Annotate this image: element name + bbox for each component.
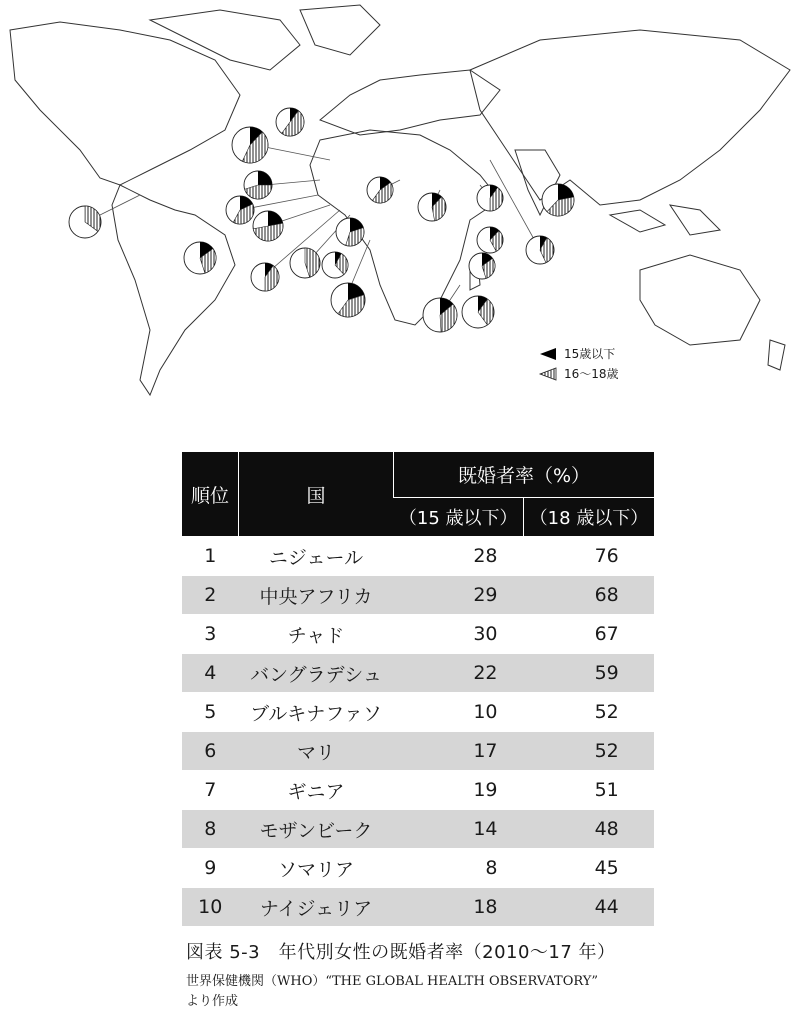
legend-label: 15歳以下 bbox=[564, 347, 616, 361]
pie-marker bbox=[336, 218, 364, 246]
header-rank: 順位 bbox=[182, 452, 239, 537]
rank-cell: 8 bbox=[182, 810, 239, 849]
source-line: 世界保健機関（WHO）“THE GLOBAL HEALTH OBSERVATORY” bbox=[186, 974, 599, 989]
under18-cell bbox=[524, 810, 655, 849]
under18-cell bbox=[524, 537, 655, 576]
pie-marker bbox=[418, 193, 446, 221]
world-map bbox=[0, 0, 800, 420]
under15-cell bbox=[394, 615, 524, 654]
under15-cell bbox=[394, 771, 524, 810]
rank-cell: 1 bbox=[182, 537, 239, 576]
pie-marker bbox=[526, 236, 554, 264]
table-row bbox=[182, 537, 654, 576]
rank-cell: 9 bbox=[182, 849, 239, 888]
country-cell: 中央アフリカ bbox=[239, 576, 394, 615]
legend-item-16-18 bbox=[538, 364, 619, 384]
country-cell: マリ bbox=[239, 732, 394, 771]
country-cell: ブルキナファソ bbox=[239, 693, 394, 732]
pie-markers bbox=[69, 108, 574, 332]
table-row bbox=[182, 810, 654, 849]
continent-outlines bbox=[10, 5, 790, 395]
pie-marker bbox=[244, 171, 272, 199]
under18-cell bbox=[524, 576, 655, 615]
under18-cell bbox=[524, 732, 655, 771]
under18-cell bbox=[524, 849, 655, 888]
pie-marker bbox=[290, 248, 320, 278]
leader-lines bbox=[90, 145, 540, 315]
under18-value: 48 bbox=[594, 818, 619, 840]
rank-cell: 6 bbox=[182, 732, 239, 771]
country-cell: チャド bbox=[239, 615, 394, 654]
marriage-rate-table bbox=[182, 452, 654, 926]
under18-cell bbox=[524, 654, 655, 693]
pie-marker bbox=[251, 263, 279, 291]
under18-value: 44 bbox=[594, 896, 619, 918]
map-legend bbox=[538, 344, 619, 384]
pie-marker bbox=[69, 206, 101, 238]
table-row bbox=[182, 771, 654, 810]
pie-marker bbox=[477, 185, 503, 211]
header-under18: （18 歳以下） bbox=[524, 498, 655, 537]
pie-marker bbox=[184, 242, 216, 274]
under15-cell bbox=[394, 576, 524, 615]
country-cell: ソマリア bbox=[239, 849, 394, 888]
under18-cell bbox=[524, 771, 655, 810]
under15-value: 14 bbox=[473, 818, 498, 840]
rank-cell: 2 bbox=[182, 576, 239, 615]
table-row bbox=[182, 888, 654, 927]
under18-cell bbox=[524, 888, 655, 927]
under15-cell bbox=[394, 537, 524, 576]
under15-cell bbox=[394, 693, 524, 732]
rank-cell: 4 bbox=[182, 654, 239, 693]
pie-marker bbox=[477, 227, 503, 253]
pie-marker bbox=[542, 184, 574, 216]
table-row bbox=[182, 849, 654, 888]
country-cell: ニジェール bbox=[239, 537, 394, 576]
table-row bbox=[182, 576, 654, 615]
under15-cell bbox=[394, 732, 524, 771]
pie-marker bbox=[367, 177, 393, 203]
pie-marker bbox=[331, 283, 365, 317]
under15-value: 17 bbox=[473, 740, 498, 762]
table-row bbox=[182, 693, 654, 732]
under18-value: 59 bbox=[594, 662, 619, 684]
under15-value: 10 bbox=[473, 701, 498, 723]
under18-cell bbox=[524, 615, 655, 654]
under18-value: 68 bbox=[594, 584, 619, 606]
under15-cell bbox=[394, 654, 524, 693]
under15-cell bbox=[394, 810, 524, 849]
rank-cell: 10 bbox=[182, 888, 239, 927]
under18-cell bbox=[524, 693, 655, 732]
pie-marker bbox=[253, 211, 283, 241]
figure-caption: 図表 5-3 年代別女性の既婚者率（2010〜17 年） bbox=[186, 942, 616, 963]
rank-cell: 5 bbox=[182, 693, 239, 732]
pie-slice-under15 bbox=[258, 171, 272, 185]
under18-value: 52 bbox=[594, 701, 619, 723]
country-cell: ナイジェリア bbox=[239, 888, 394, 927]
under15-value: 30 bbox=[473, 623, 498, 645]
header-under15: （15 歳以下） bbox=[394, 498, 524, 537]
table-row bbox=[182, 654, 654, 693]
pie-marker bbox=[462, 296, 494, 328]
table-row bbox=[182, 615, 654, 654]
under15-value: 29 bbox=[473, 584, 498, 606]
country-cell: モザンビーク bbox=[239, 810, 394, 849]
under15-value: 19 bbox=[473, 779, 498, 801]
under15-cell bbox=[394, 849, 524, 888]
under15-value: 8 bbox=[485, 857, 498, 879]
header-country: 国 bbox=[239, 452, 394, 537]
rank-cell: 3 bbox=[182, 615, 239, 654]
table-row bbox=[182, 732, 654, 771]
under15-cell bbox=[394, 888, 524, 927]
under15-value: 22 bbox=[473, 662, 498, 684]
source-line: より作成 bbox=[186, 994, 239, 1009]
under15-value: 28 bbox=[473, 545, 498, 567]
header-rate: 既婚者率（%） bbox=[394, 452, 655, 498]
under15-value: 18 bbox=[473, 896, 498, 918]
under18-value: 45 bbox=[594, 857, 619, 879]
under18-value: 76 bbox=[594, 545, 619, 567]
country-cell: ギニア bbox=[239, 771, 394, 810]
pie-marker bbox=[469, 253, 495, 279]
hatched-slice-icon bbox=[538, 367, 558, 381]
under18-value: 67 bbox=[594, 623, 619, 645]
legend-item-under15 bbox=[538, 344, 619, 364]
pie-marker bbox=[423, 298, 457, 332]
country-cell: バングラデシュ bbox=[239, 654, 394, 693]
pie-marker bbox=[232, 127, 268, 163]
pie-marker bbox=[322, 252, 348, 278]
under18-value: 51 bbox=[594, 779, 619, 801]
under18-value: 52 bbox=[594, 740, 619, 762]
pie-marker bbox=[276, 108, 304, 136]
legend-label: 16〜18歳 bbox=[564, 367, 619, 381]
pie-marker bbox=[226, 196, 254, 224]
source-note bbox=[186, 972, 598, 1012]
rank-cell: 7 bbox=[182, 771, 239, 810]
black-slice-icon bbox=[538, 347, 558, 361]
